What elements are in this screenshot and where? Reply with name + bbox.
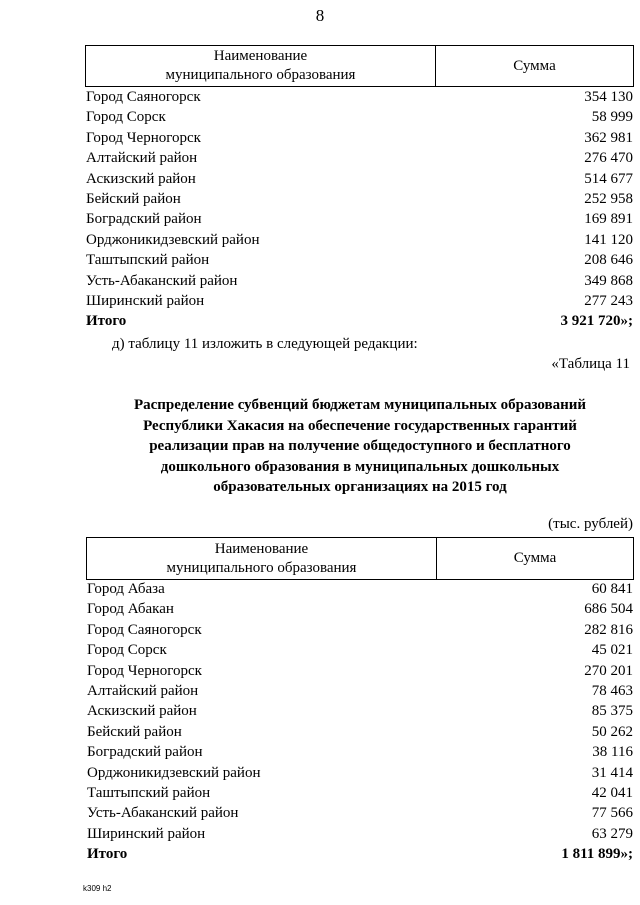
- total-label: Итого: [87, 846, 128, 863]
- total-value: 1 811 899»;: [561, 846, 633, 863]
- table-total-row: [87, 844, 633, 864]
- total-label: Итого: [86, 313, 127, 330]
- row-value: 58 999: [591, 109, 633, 126]
- table-11-header: [86, 537, 634, 580]
- row-name: Ширинский район: [86, 292, 205, 309]
- table-row: [87, 579, 633, 599]
- column-header-name: [87, 538, 437, 579]
- row-value: 270 201: [584, 662, 633, 679]
- row-name: Таштыпский район: [86, 252, 210, 269]
- table-row: [86, 230, 633, 250]
- title-line: дошкольного образования в муниципальных дошкольных: [160, 458, 560, 475]
- column-header-name-line1: Наименование: [213, 48, 308, 64]
- row-value: 50 262: [591, 723, 633, 740]
- row-name: Боградский район: [87, 744, 203, 761]
- row-name: Орджоникидзевский район: [86, 231, 260, 248]
- table-row: [87, 661, 633, 681]
- row-name: Усть-Абаканский район: [86, 272, 238, 289]
- row-name: Боградский район: [86, 211, 202, 228]
- row-value: 85 375: [591, 703, 633, 720]
- column-header-name-line1: Наименование: [214, 540, 309, 557]
- row-value: 252 958: [584, 190, 633, 207]
- row-value: 686 504: [584, 601, 633, 618]
- row-value: 63 279: [591, 825, 633, 842]
- row-name: Город Черногорск: [86, 129, 201, 146]
- table-row: [87, 640, 633, 660]
- row-value: 362 981: [584, 129, 633, 146]
- row-value: 60 841: [591, 581, 633, 597]
- row-value: 38 116: [592, 744, 633, 761]
- title-line: образовательных организациях на 2015 год: [213, 479, 507, 495]
- row-name: Усть-Абаканский район: [87, 805, 239, 822]
- row-name: Аскизский район: [87, 703, 197, 720]
- table-row: [87, 701, 633, 721]
- table-title: [86, 395, 634, 498]
- table-row: [86, 189, 633, 209]
- table-row: [87, 599, 633, 619]
- table-row: [87, 803, 633, 823]
- row-value: 354 130: [584, 89, 633, 105]
- column-header-sum: Сумма: [513, 57, 556, 74]
- table-row: [87, 763, 633, 783]
- table-row: [87, 681, 633, 701]
- table-prev-header: [85, 45, 634, 87]
- instruction-text: д) таблицу 11 изложить в следующей редакции:: [112, 336, 418, 352]
- row-value: 169 891: [584, 211, 633, 228]
- table-row: [86, 291, 633, 311]
- row-value: 514 677: [584, 170, 633, 187]
- table-prev-body: [86, 87, 633, 332]
- total-value: 3 921 720»;: [560, 313, 633, 330]
- title-line: Распределение субвенций бюджетам муниципальных образований: [133, 397, 587, 413]
- table-row: [87, 783, 633, 803]
- row-name: Бейский район: [87, 723, 182, 740]
- row-name: Город Черногорск: [87, 662, 202, 679]
- row-name: Ширинский район: [87, 825, 206, 842]
- table-row: [86, 271, 633, 291]
- table-row: [86, 128, 633, 148]
- table-total-row: [86, 311, 633, 331]
- table-label: «Таблица 11: [551, 356, 630, 372]
- row-name: Город Сорск: [87, 642, 167, 659]
- column-header-name: [86, 46, 436, 86]
- title-line: реализации прав на получение общедоступного и бесплатного: [149, 438, 571, 454]
- row-value: 208 646: [584, 252, 633, 269]
- table-row: [86, 87, 633, 107]
- row-value: 42 041: [591, 784, 633, 801]
- row-name: Город Абакан: [87, 601, 174, 618]
- row-value: 277 243: [584, 292, 633, 309]
- row-name: Город Абаза: [87, 581, 165, 597]
- table-11-body: [87, 579, 633, 864]
- table-row: [86, 209, 633, 229]
- row-value: 282 816: [584, 621, 633, 638]
- table-row: [87, 722, 633, 742]
- column-header-name-line2: муниципального образования: [165, 67, 356, 83]
- table-row: [86, 107, 633, 127]
- row-name: Город Сорск: [86, 109, 166, 126]
- row-name: Бейский район: [86, 190, 181, 207]
- column-header-sum: Сумма: [513, 550, 557, 566]
- title-line: Республики Хакасия на обеспечение государственных гарантий: [143, 417, 577, 434]
- row-name: Город Саяногорск: [87, 621, 202, 638]
- row-value: 141 120: [584, 231, 633, 248]
- row-name: Таштыпский район: [87, 784, 211, 801]
- column-header-name-line2: муниципального образования: [166, 559, 357, 576]
- table-row: [86, 169, 633, 189]
- table-row: [86, 148, 633, 168]
- table-row: [86, 250, 633, 270]
- row-name: Орджоникидзевский район: [87, 764, 261, 781]
- row-name: Город Саяногорск: [86, 89, 201, 105]
- units-label: (тыс. рублей): [548, 516, 633, 532]
- page-number: 8: [315, 6, 325, 25]
- row-value: 78 463: [591, 682, 633, 699]
- row-name: Алтайский район: [87, 682, 199, 699]
- row-name: Аскизский район: [86, 170, 196, 187]
- table-row: [87, 742, 633, 762]
- row-value: 31 414: [591, 764, 633, 781]
- row-value: 276 470: [584, 150, 633, 167]
- document-code: k309 h2: [83, 884, 112, 893]
- table-row: [87, 620, 633, 640]
- table-row: [87, 824, 633, 844]
- row-value: 45 021: [591, 642, 633, 659]
- row-name: Алтайский район: [86, 150, 198, 167]
- row-value: 77 566: [591, 805, 633, 822]
- row-value: 349 868: [584, 272, 633, 289]
